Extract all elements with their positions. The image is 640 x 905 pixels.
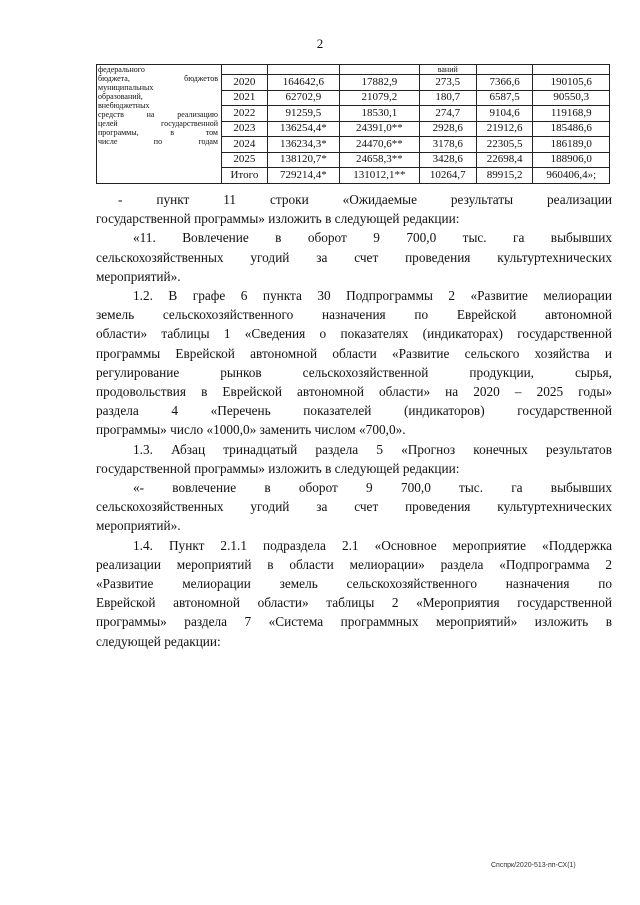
table-cell: 960406,4»; xyxy=(533,168,610,184)
label-line: программы, в том xyxy=(98,128,218,137)
table-cell: Итого xyxy=(222,168,268,184)
paragraph-line: сельскохозяйственных угодий за счет проведения культуртехнических xyxy=(96,249,612,265)
table-cell: 22305,5 xyxy=(476,137,533,153)
paragraph-line: 1.3. Абзац тринадцатый раздела 5 «Прогноз конечных результатов xyxy=(133,441,612,457)
table-cell: 186189,0 xyxy=(533,137,610,153)
paragraph-line: 1.2. В графе 6 пункта 30 Подпрограммы 2 «Развитие мелиорации xyxy=(133,288,612,304)
table-cell: 24391,0** xyxy=(339,121,419,137)
table-cell: 136234,3* xyxy=(267,137,339,153)
table-cell xyxy=(267,65,339,75)
table-cell: 89915,2 xyxy=(476,168,533,184)
table-cell: 188906,0 xyxy=(533,152,610,168)
table-cell: 2021 xyxy=(222,90,268,106)
table-cell xyxy=(222,65,268,75)
table-cell: 136254,4* xyxy=(267,121,339,137)
paragraph-line: программы» число «1000,0» заменить числом «700,0». xyxy=(96,422,406,438)
table-cell xyxy=(339,65,419,75)
table-cell: 9104,6 xyxy=(476,106,533,122)
paragraph-line: «11. Вовлечение в оборот 9 700,0 тыс. га выбывших xyxy=(133,230,612,246)
table-cell: 7366,6 xyxy=(476,75,533,91)
table-cell: 2025 xyxy=(222,152,268,168)
paragraph-line: сельскохозяйственных угодий за счет проведения культуртехнических xyxy=(96,499,612,515)
label-line: внебюджетных xyxy=(98,101,150,110)
paragraph-line: регулирование рынков сельскохозяйственной продукции, сырья, xyxy=(96,364,612,380)
table-cell: ваний xyxy=(419,65,476,75)
table-cell: 22698,4 xyxy=(476,152,533,168)
table-cell: 131012,1** xyxy=(339,168,419,184)
table-cell: 138120,7* xyxy=(267,152,339,168)
table-cell: 164642,6 xyxy=(267,75,339,91)
table-cell: 180,7 xyxy=(419,90,476,106)
paragraph-line: программы» раздела 7 «Система программных мероприятий» изложить в xyxy=(96,614,612,630)
paragraph-line: продовольствия в Еврейской автономной области» на 2020 – 2025 годы» xyxy=(96,384,612,400)
table-cell: 10264,7 xyxy=(419,168,476,184)
table-cell: 729214,4* xyxy=(267,168,339,184)
label-line: бюджета, бюджетов xyxy=(98,74,218,83)
paragraph-line: раздела 4 «Перечень показателей (индикаторов) государственной xyxy=(96,403,612,419)
table-header-row xyxy=(97,65,610,75)
table-label-cell xyxy=(97,65,222,184)
table-cell xyxy=(533,65,610,75)
table-cell: 3178,6 xyxy=(419,137,476,153)
table-cell: 6587,5 xyxy=(476,90,533,106)
label-line: числе по годам xyxy=(98,137,218,146)
table-cell: 2020 xyxy=(222,75,268,91)
label-line: федерального xyxy=(98,65,145,74)
paragraph-line: реализации мероприятий в области мелиорации» раздела «Подпрограмма 2 xyxy=(96,556,612,572)
table-cell xyxy=(476,65,533,75)
table-cell: 90550,3 xyxy=(533,90,610,106)
paragraph-line: государственной программы» изложить в следующей редакции: xyxy=(96,211,460,227)
body-text xyxy=(96,190,612,651)
paragraph-line: мероприятий». xyxy=(96,518,181,534)
table-cell: 2024 xyxy=(222,137,268,153)
table-cell: 2023 xyxy=(222,121,268,137)
table-cell: 2022 xyxy=(222,106,268,122)
table-cell: 274,7 xyxy=(419,106,476,122)
table-cell: 2928,6 xyxy=(419,121,476,137)
paragraph-line: «- вовлечение в оборот 9 700,0 тыс. га выбывших xyxy=(133,480,612,496)
paragraph-line: государственной программы» изложить в следующей редакции: xyxy=(96,460,460,476)
budget-table xyxy=(96,64,610,184)
label-line: средств на реализацию xyxy=(98,110,218,119)
paragraph-line: 1.4. Пункт 2.1.1 подраздела 2.1 «Основное мероприятие «Поддержка xyxy=(133,537,612,553)
table-cell: 3428,6 xyxy=(419,152,476,168)
table-cell: 273,5 xyxy=(419,75,476,91)
label-line: образований, xyxy=(98,92,143,101)
document-footer-code: Спспрк/2020-513-пп-СХ(1) xyxy=(491,862,576,869)
paragraph-line: «Развитие мелиорации земель сельскохозяйственного назначения по xyxy=(96,576,612,592)
table-cell: 24470,6** xyxy=(339,137,419,153)
table-cell: 119168,9 xyxy=(533,106,610,122)
table-cell: 91259,5 xyxy=(267,106,339,122)
paragraph-line: земель сельскохозяйственного назначения по Еврейской автономной xyxy=(96,307,612,323)
paragraph-line: программы Еврейской автономной области «Развитие сельского хозяйства и xyxy=(96,345,612,361)
paragraph-line: Еврейской автономной области» таблицы 2 «Мероприятия государственной xyxy=(96,595,612,611)
table-cell: 185486,6 xyxy=(533,121,610,137)
table-cell: 62702,9 xyxy=(267,90,339,106)
table-cell: 17882,9 xyxy=(339,75,419,91)
paragraph-line: - пункт 11 строки «Ожидаемые результаты реализации xyxy=(118,192,612,207)
paragraph-line: мероприятий». xyxy=(96,268,181,284)
table-cell: 21079,2 xyxy=(339,90,419,106)
paragraph-line: области» таблицы 1 «Сведения о показателях (индикаторах) государственной xyxy=(96,326,612,342)
paragraph-line: следующей редакции: xyxy=(96,633,221,649)
label-line: целей государственной xyxy=(98,119,218,128)
label-line: муниципальных xyxy=(98,83,154,92)
table-cell: 21912,6 xyxy=(476,121,533,137)
page-number: 2 xyxy=(316,36,324,51)
table-cell: 18530,1 xyxy=(339,106,419,122)
table-cell: 24658,3** xyxy=(339,152,419,168)
table-cell: 190105,6 xyxy=(533,75,610,91)
